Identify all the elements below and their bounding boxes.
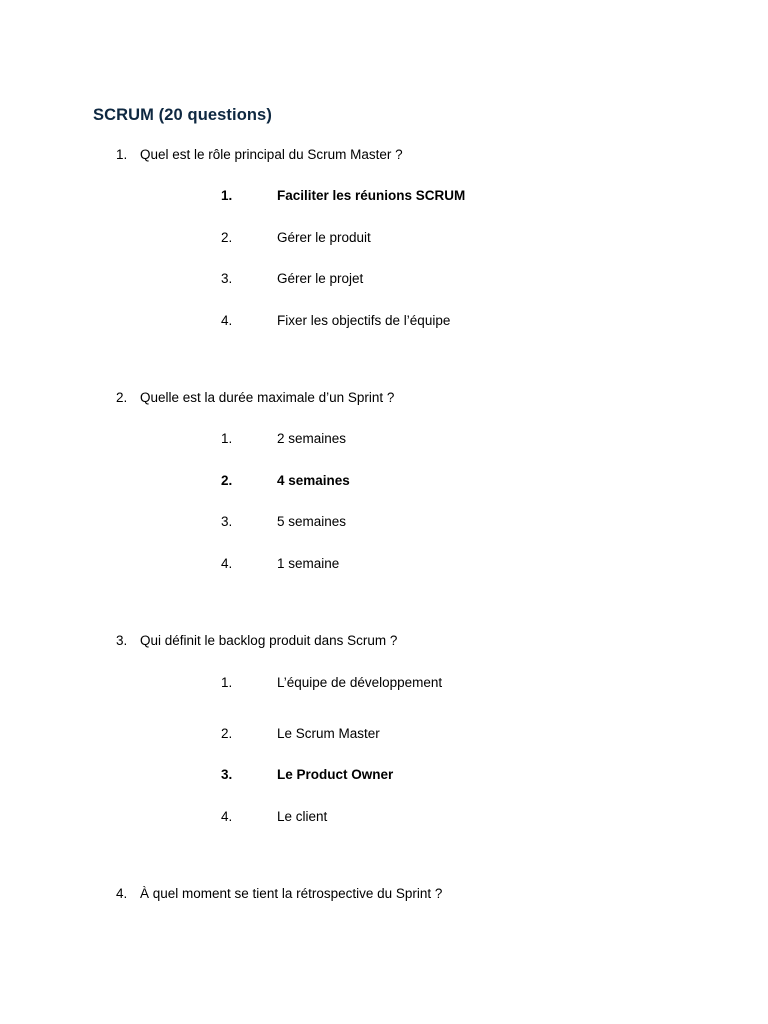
option-number: 1. [221,188,233,203]
question-2-option-3 [221,514,346,529]
option-number: 1. [221,675,233,690]
option-text: Gérer le produit [277,230,371,245]
option-number: 4. [221,313,233,328]
option-number: 2. [221,230,233,245]
question-3-option-4 [221,809,327,824]
option-number: 2. [221,726,233,741]
question-4 [116,886,442,901]
option-text: Fixer les objectifs de l’équipe [277,313,451,328]
question-3 [116,633,397,648]
question-1-option-2 [221,230,371,245]
question-text: Quelle est la durée maximale d’un Sprint ? [140,390,395,405]
option-number: 1. [221,431,233,446]
option-text: 4 semaines [277,473,350,488]
question-number: 4. [116,886,128,901]
option-number: 4. [221,556,233,571]
question-3-option-2 [221,726,380,741]
option-number: 4. [221,809,233,824]
question-1-option-3 [221,271,363,286]
question-number: 3. [116,633,128,648]
question-text: À quel moment se tient la rétrospective du Sprint ? [140,886,443,901]
option-number: 3. [221,514,233,529]
option-text: Faciliter les réunions SCRUM [277,188,466,203]
question-2-option-2 [221,473,350,488]
option-text: 5 semaines [277,514,347,529]
question-1 [116,147,403,162]
question-number: 2. [116,390,128,405]
question-2-option-4 [221,556,339,571]
question-3-option-1 [221,675,442,690]
option-text: Le client [277,809,328,824]
option-text: 2 semaines [277,431,347,446]
question-text: Quel est le rôle principal du Scrum Master ? [140,147,403,162]
option-number: 3. [221,271,233,286]
question-1-option-4 [221,313,450,328]
option-number: 2. [221,473,233,488]
option-text: 1 semaine [277,556,340,571]
question-number: 1. [116,147,128,162]
question-2-option-1 [221,431,346,446]
option-text: L’équipe de développement [277,675,443,690]
option-text: Gérer le projet [277,271,364,286]
question-text: Qui définit le backlog produit dans Scrum ? [140,633,398,648]
question-2 [116,390,394,405]
option-text: Le Product Owner [277,767,394,782]
page-title: SCRUM (20 questions) [93,106,272,124]
option-number: 3. [221,767,233,782]
option-text: Le Scrum Master [277,726,380,741]
question-1-option-1 [221,188,465,203]
question-3-option-3 [221,767,393,782]
